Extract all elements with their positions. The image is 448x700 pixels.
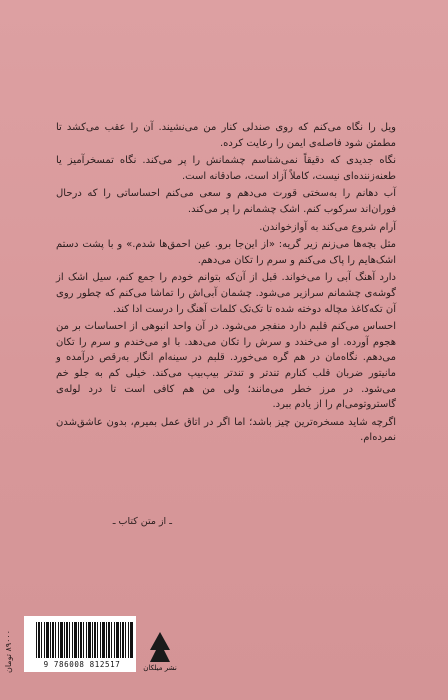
publisher-name: نشر میلکان xyxy=(143,664,177,672)
source-note: ـ از متن کتاب ـ xyxy=(112,516,172,527)
isbn-number: 9 786008 812517 xyxy=(43,660,121,669)
blurb-paragraph-8: اگرچه شاید مسخره‌ترین چیز باشد؛ اما اگر در اتاق عمل بمیرم، بدون عاشق‌شدن نمرده‌ام. xyxy=(56,416,396,444)
blurb-paragraph-2: نگاه جدیدی که دقیقاً نمی‌شناسم چشمانش را پر می‌کند. نگاه تمسخرآمیز یا طعنه‌زننده‌ای نیست، کاملاً آزاد است، صادقانه است. xyxy=(56,155,396,182)
blurb-paragraph-5: مثل بچه‌ها می‌زنم زیر گریه: «از این‌جا برو. عین احمق‌ها شدم.» و با پشت دستم اشک‌هایم را پاک می‌کنم و سرم را تکان می‌دهم. xyxy=(56,239,396,266)
blurb-paragraph-7: احساس می‌کنم قلبم دارد منفجر می‌شود. در آن واحد انبوهی از احساسات بر من هجوم آورده. او می‌خندد و سرش را تکان می‌دهد. با او می‌خندم و سرم را تکان می‌دهم. نگاه‌مان در هم گره می‌خورد. قلبم در سینه‌ام انگار به‌رقص درآمده و مانیتور ضربان قلب کنارم تندتر و تندتر بیپ‌بیپ می‌کند. خیلی کم به جلو خم می‌شود. در مرز خطر می‌مانند؛ ولی من هم کافی است تا درد لوله‌ی گاستروتومی‌ام را از یادم ببرد. xyxy=(56,321,396,411)
blurb-paragraph-6: دارد آهنگ آبی را می‌خواند. قبل از آن‌که بتوانم خودم را جمع کنم، سیل اشک از گوشه‌ی چشمانم سرازیر می‌شود. چشمان آبی‌اش را تماشا می‌کنم که چطور روی آن تکه‌کاغذ مچاله دوخته شده تا تک‌تک کلمات آهنگ را درست ادا کند. xyxy=(56,272,396,315)
barcode-bars xyxy=(36,622,134,658)
price-label: ۸۹۰۰۰ تومان xyxy=(4,630,13,673)
blurb-text xyxy=(56,120,396,448)
blurb-paragraph-1: ویل را نگاه می‌کنم که روی صندلی کنار من می‌نشیند. آن را عقب می‌کشد تا مطمئن شود فاصله‌ی ایمن را رعایت کرده. xyxy=(56,122,396,149)
blurb-paragraph-4: آرام شروع می‌کند به آوازخواندن. xyxy=(259,221,396,233)
isbn-barcode xyxy=(24,616,136,672)
publisher-logo-icon xyxy=(146,630,174,668)
blurb-paragraph-3: آب دهانم را به‌سختی قورت می‌دهم و سعی می‌کنم احساساتی را که درحال فوران‌اند سرکوب کنم. اشک چشمانم را پر می‌کند. xyxy=(56,188,396,215)
